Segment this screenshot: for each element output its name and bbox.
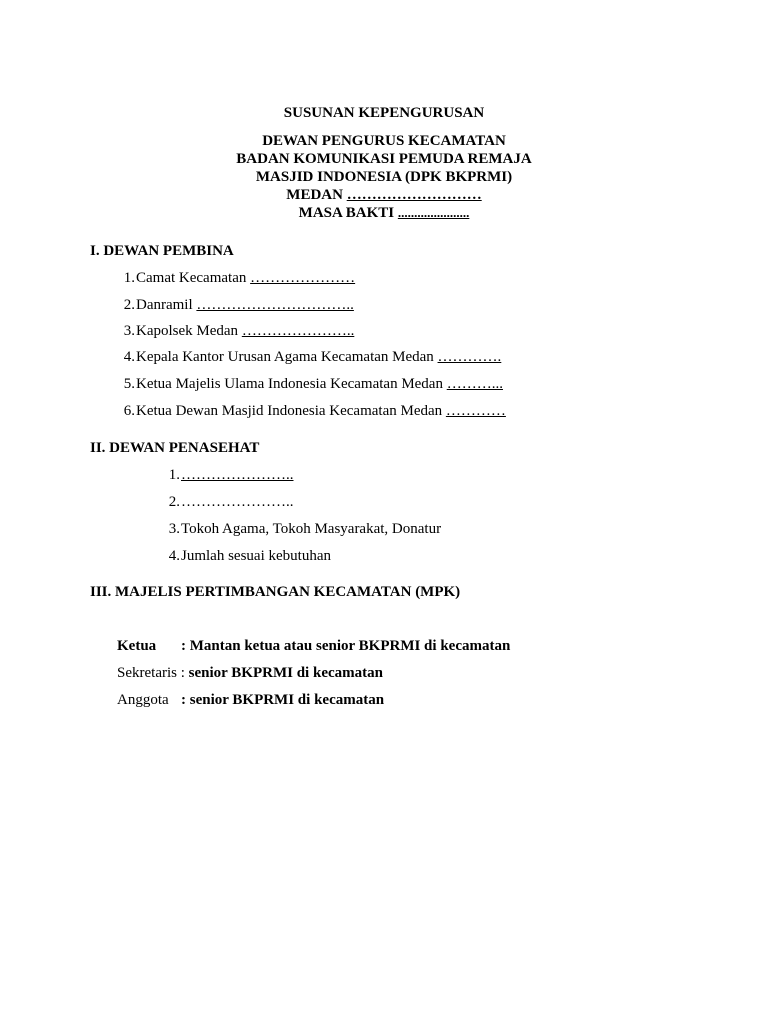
org-line-2: BADAN KOMUNIKASI PEMUDA REMAJA: [236, 151, 532, 167]
masa-bakti-blank: ......................: [397, 205, 470, 220]
section-dewan-penasehat-heading: II. DEWAN PENASEHAT: [90, 440, 260, 456]
medan-line: [0, 186, 768, 204]
document-page: SUSUNAN KEPENGURUSAN DEWAN PENGURUS KECAMATAN BADAN KOMUNIKASI PEMUDA REMAJA MASJID INDONESIA (DPK BKPRMI) MEDAN ……………………… MASA BAKTI ...................... I. DEWAN PEMBINA 1. Camat Kecamatan ………………… 2. Danramil ………………………….. 3. Kapolsek Medan ………………….. 4. Kepala Kantor Urusan Agama Kecamatan Medan …………. 5. Ketua Majelis Ulama Indonesia Kecamatan Medan ………... 6. Ketua Dewan Masjid Indonesia Kecamatan Medan ………… II. DEWAN PENASEHAT 1. ………………….. 2. ………………….. 3. Tokoh Agama, Tokoh Masyarakat, Donatur 4. Jumlah sesuai kebutuhan III. MAJELIS PERTIMBANGAN KECAMATAN (MPK) Ketua : Mantan ketua atau senior BKPRMI di kecamatan Sekretaris : senior BKPRMI di kecamatan Anggota : senior BKPRMI di kecamatan: [0, 0, 768, 1024]
document-title: SUSUNAN KEPENGURUSAN: [283, 105, 485, 121]
anggota-value: senior BKPRMI di kecamatan: [189, 692, 385, 708]
medan-blank: ………………………: [346, 187, 482, 203]
anggota-value-wrap: : senior BKPRMI di kecamatan: [181, 692, 385, 708]
section-mpk-heading: III. MAJELIS PERTIMBANGAN KECAMATAN (MPK): [90, 584, 461, 600]
ketua-label: Ketua: [117, 638, 157, 654]
sekretaris-label: Sekretaris :: [117, 665, 185, 681]
org-line-1: DEWAN PENGURUS KECAMATAN: [262, 133, 506, 149]
masa-bakti-label: MASA BAKTI: [298, 205, 398, 221]
medan-label: MEDAN: [286, 187, 347, 203]
mpk-sekretaris-row: [117, 664, 383, 682]
anggota-label: Anggota: [117, 692, 169, 708]
section-dewan-pembina-heading: I. DEWAN PEMBINA: [90, 243, 234, 259]
ketua-value: : Mantan ketua atau senior BKPRMI di kecamatan: [181, 638, 511, 654]
sekretaris-value: senior BKPRMI di kecamatan: [188, 665, 383, 681]
masa-bakti-line: [0, 204, 768, 222]
org-line-3: MASJID INDONESIA (DPK BKPRMI): [255, 169, 513, 185]
